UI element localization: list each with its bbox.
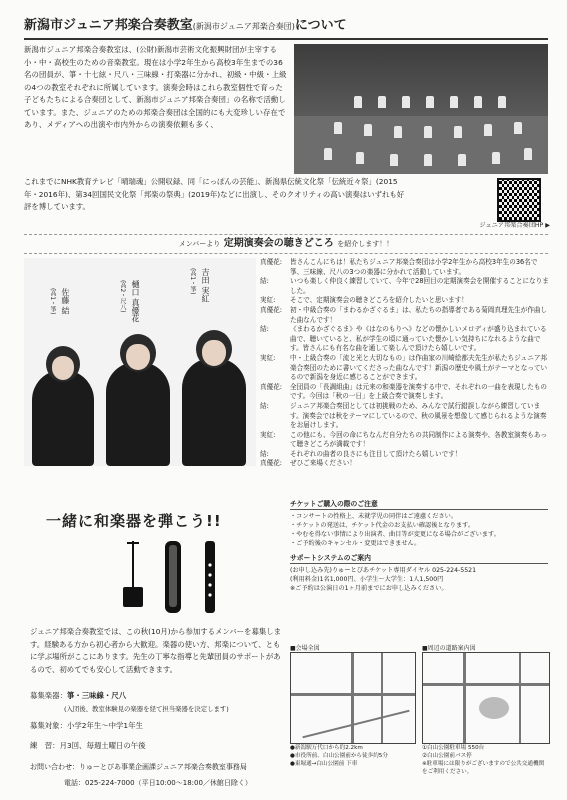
map-caption-right: ■周辺の道路案内図	[422, 645, 476, 652]
dialog-line: 結: それぞれの曲者の良さにも注目して頂けたら嬉しいです！	[260, 449, 462, 458]
shakuhachi-icon	[205, 541, 215, 613]
recruit-target: 募集対象：小学2年生〜中学1年生	[30, 721, 143, 730]
venue-marker	[479, 697, 509, 719]
qr-code[interactable]	[497, 178, 541, 222]
koto-icon	[165, 541, 181, 613]
recruit-note: (入団後、教室体験見の楽器を経て担当楽器を決定します)	[64, 705, 229, 713]
about-subtitle: (新潟市ジュニア邦楽合奏団)	[192, 22, 295, 31]
area-map[interactable]	[290, 652, 416, 744]
ticket-notes-heading: チケットご購入の際のご注意	[290, 500, 548, 510]
dialog-line: 真優花: 初・中級合奏の「まわるかざぐるま」は、私たちの指導者である菊岡真理先生が作曲した曲なんです！	[260, 305, 548, 324]
support-heading: サポートシステムのご案内	[290, 554, 548, 564]
member-name: 吉田 実紅	[201, 268, 210, 303]
support-line: (利用料金)1名1,000円、小学生〜大学生：1人1,500円	[290, 576, 444, 583]
ticket-notes	[290, 500, 548, 593]
member-face	[52, 356, 74, 380]
highlights-title: 定期演奏会の聴きどころ	[223, 238, 334, 249]
dialog-line: 真優花: 全団員の「長調組曲」は元来の和楽器を演奏する中で、それぞれの一曲を表現したものです。今回は「秋の一日」を上級合奏で演奏します。	[260, 382, 548, 401]
venue-map[interactable]	[422, 652, 550, 744]
ticket-note-item: ・コンサートの性格上、未就学児の同伴はご遠慮ください。	[290, 513, 458, 520]
dialog-line: 真優花: 皆さんこんにちは！私たちジュニア邦楽合奏団は小学2年生から高校3年生の36名で箏、三味線、尺八の3つの楽器に分かれて活動しています。	[260, 258, 538, 276]
highlights-suffix: を紹介します！！	[337, 240, 394, 248]
recruit-contact: お問い合わせ：りゅーとぴあ事業企画課ジュニア邦楽合奏教室事務局	[30, 763, 247, 771]
about-title: 新潟市ジュニア邦楽合奏教室	[24, 18, 193, 33]
map-caption-left: ■会場全図	[290, 645, 320, 652]
member-grade: (高1・箏)	[189, 268, 196, 295]
members-photo	[24, 258, 256, 466]
dialog-line: 結: ジュニア邦楽合奏団としては初挑戦のため、みんなで試行錯誤しながら練習しています。演奏会では秋をテーマにしているので、秋の風景を想像して感じられるような演奏をお届けします。	[260, 401, 547, 430]
map-notes-left: ●新潟駅万代口から約2.2km ●市役所前、白山公園前から徒歩約5分 ●東堀通→白山公園前 下車	[290, 745, 388, 767]
dialog-line: 実紅: そこで、定期演奏会の聴きどころを紹介したいと思います！	[260, 296, 468, 305]
shamisen-icon	[123, 541, 143, 607]
member-figure	[182, 358, 246, 466]
member-figure	[32, 370, 94, 466]
ticket-note-item: ・チケットの発送は、チケット代金のお支払い確認後となります。	[290, 522, 475, 529]
dialog-line: 結: いつも楽しく仲良く練習していて、今年で28回目の定期演奏会を開催することになりました。	[260, 277, 549, 295]
member-face	[126, 344, 150, 370]
member-grade: (高1・箏)	[49, 288, 56, 315]
map-notes-right: ①白山公園駐車場 550台 ②白山公園前バス停 ※駐車場には限りがございますので公共交通機関をご利用ください。	[422, 745, 545, 775]
ticket-note-item: ・ご予約後のキャンセル・変更はできません。	[290, 540, 421, 547]
recruit-instruments: 募集楽器：箏・三味線・尺八	[30, 691, 127, 700]
dialog-line: 実紅: 中・上級合奏の「流と光と大切なもの」は作曲家の川崎絵都夫先生が私たちジュニア邦楽合奏団のために書いてくださった曲なんです！新潟の歴史や風土がテーマとなっているので新潟を身近に感じることができます。	[260, 353, 548, 382]
recruit-title: 一緒に和楽器を弾こう!!	[46, 512, 222, 530]
instrument-illustration	[115, 537, 235, 617]
support-line: (お申し込み先)りゅーとぴあチケット専用ダイヤル 025-224-5521	[290, 567, 477, 574]
member-figure	[106, 362, 170, 466]
stage-floor	[294, 116, 548, 174]
recruit-body: ジュニア邦楽合奏教室では、この秋(10月)から参加するメンバーを募集します。経験ある方から初心者から大歓迎。楽器の使い方、邦楽について、ともに学ぶ場所がここにあります。先生の丁寧な指導と先輩団員のサポートがあるので、初めてでも安心して活動できます。	[30, 627, 282, 674]
member-grade: (高2・尺八)	[119, 280, 126, 313]
about-header	[24, 14, 548, 40]
member-name: 佐藤 結	[61, 288, 70, 315]
highlights-prefix: メンバーより	[178, 240, 221, 248]
recruit-phone: 電話：025-224-7000（平日10:00〜18:00／休館日除く）	[64, 779, 252, 787]
intro-paragraph: 新潟市ジュニア邦楽合奏教室は、(公財)新潟市芸術文化振興財団が主宰する小・中・高校生のための音楽教室。現在は小学2年生から高校3年生までの36名の団員が、箏・十七絃・尺八・三味線・打楽器に分かれ、初級・中級・上級の4つの教室それぞれに所属しています。演奏会時はこれら教室個性で育った子どもたちによる合奏団として、新潟市ジュニア邦楽合奏団」の名称で活動しています。また、ジュニアのための邦楽合奏団は全国的にも大変珍しい存在であり、メディアへの出演や市内外からの演奏依頼も多く、	[24, 45, 287, 129]
dialog-line: 結: 《まわるかざぐるま》や《はなのもりへ》などの懐かしいメロディが盛り込まれている曲で、聴いていると、私が学生の頃に通っていた懐かしい気持ちになれるような曲です。皆さんにも有名な曲を通して楽しんで頂けたら嬉しいです。	[260, 325, 547, 353]
member-face	[202, 340, 226, 366]
recruit-practice: 練 習：月3回、毎週土曜日の午後	[30, 741, 146, 750]
qr-caption: ジュニア邦楽合奏団HP ▶	[479, 222, 550, 229]
dialog-line: 実紅: この他にも、今回の命にちなんだ自分たちの共同制作による演奏や、各教室演奏もあって聴きどころが満載です！	[260, 430, 547, 449]
dialog-line: 真優花: ぜひご来場ください！	[260, 459, 356, 468]
member-dialog	[260, 258, 550, 469]
member-name: 樋口 真優花	[131, 280, 140, 323]
support-line: ※ご予約は公演日の1ヶ月前までにお申し込みください。	[290, 585, 448, 592]
about-title-suffix: について	[294, 18, 347, 33]
ticket-note-item: ・やむを得ない事情により出演者、曲目等が変更になる場合がございます。	[290, 531, 500, 538]
highlights-header	[24, 234, 548, 254]
intro-paragraph-2: これまでにNHK教育テレビ「晴瑞魂」公開収録、同「にっぽんの芸能」、新潟県伝統文化祭「伝統近々祭」(2015年・2016年)、第34回国民文化祭「邦楽の祭典」(2019年)などに出演し、そのクオリティの高い演奏はいずれも好評を博しています。	[24, 177, 405, 211]
ensemble-photo	[294, 44, 548, 174]
